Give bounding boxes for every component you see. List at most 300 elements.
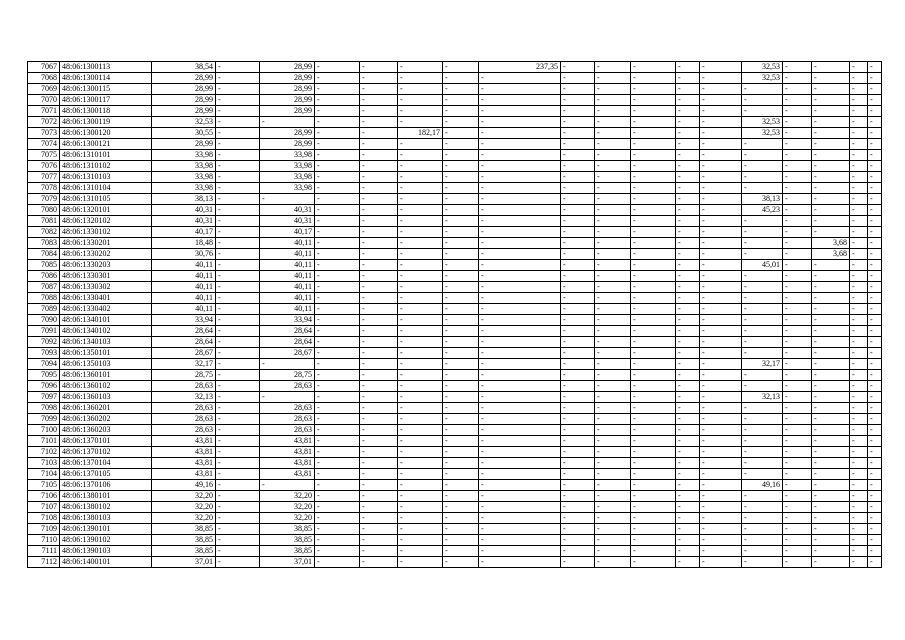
value-cell: - — [676, 469, 700, 480]
value-cell: - — [561, 128, 595, 139]
value-cell: - — [812, 194, 850, 205]
value-cell: - — [676, 95, 700, 106]
value-cell: - — [850, 436, 868, 447]
cadastral-number-cell: 48:06:1360202 — [60, 414, 152, 425]
value-cell: - — [216, 436, 260, 447]
value-cell: - — [700, 84, 742, 95]
value-cell: 30,76 — [152, 249, 216, 260]
value-cell: - — [315, 150, 360, 161]
value-cell: - — [868, 502, 882, 513]
table-row — [28, 249, 882, 260]
value-cell: - — [631, 238, 676, 249]
value-cell: - — [812, 293, 850, 304]
value-cell: - — [631, 480, 676, 491]
value-cell: - — [315, 216, 360, 227]
value-cell: - — [360, 128, 398, 139]
value-cell: - — [398, 557, 443, 568]
value-cell: - — [216, 271, 260, 282]
value-cell: - — [443, 425, 479, 436]
value-cell: - — [700, 370, 742, 381]
value-cell: - — [360, 293, 398, 304]
value-cell: - — [360, 95, 398, 106]
value-cell: - — [315, 425, 360, 436]
value-cell: - — [783, 172, 812, 183]
value-cell: - — [479, 337, 561, 348]
value-cell: - — [216, 161, 260, 172]
row-number-cell: 7077 — [28, 172, 60, 183]
value-cell: - — [595, 205, 631, 216]
row-number-cell: 7084 — [28, 249, 60, 260]
value-cell: - — [443, 414, 479, 425]
value-cell: - — [812, 414, 850, 425]
value-cell: - — [868, 337, 882, 348]
value-cell: 18,48 — [152, 238, 216, 249]
value-cell: - — [850, 117, 868, 128]
value-cell: - — [631, 359, 676, 370]
value-cell: - — [783, 150, 812, 161]
value-cell: 28,64 — [152, 326, 216, 337]
value-cell: - — [742, 326, 783, 337]
value-cell: - — [443, 491, 479, 502]
value-cell: - — [315, 117, 360, 128]
value-cell: - — [561, 436, 595, 447]
value-cell: - — [479, 403, 561, 414]
value-cell: - — [676, 183, 700, 194]
value-cell: 33,98 — [152, 183, 216, 194]
value-cell: - — [443, 62, 479, 73]
value-cell: 32,53 — [742, 73, 783, 84]
value-cell: - — [595, 436, 631, 447]
value-cell: - — [479, 359, 561, 370]
value-cell: - — [812, 392, 850, 403]
row-number-cell: 7095 — [28, 370, 60, 381]
value-cell: - — [631, 458, 676, 469]
value-cell: 43,81 — [260, 436, 315, 447]
value-cell: 40,31 — [260, 216, 315, 227]
value-cell: - — [360, 546, 398, 557]
value-cell: - — [850, 282, 868, 293]
value-cell: - — [561, 414, 595, 425]
value-cell: - — [479, 513, 561, 524]
value-cell: - — [812, 502, 850, 513]
value-cell: - — [561, 513, 595, 524]
value-cell: 40,11 — [152, 293, 216, 304]
row-number-cell: 7092 — [28, 337, 60, 348]
table-row — [28, 117, 882, 128]
value-cell: - — [676, 84, 700, 95]
value-cell: - — [868, 73, 882, 84]
value-cell: - — [700, 282, 742, 293]
value-cell: - — [479, 447, 561, 458]
value-cell: - — [360, 535, 398, 546]
value-cell: - — [315, 249, 360, 260]
value-cell: - — [479, 216, 561, 227]
value-cell: - — [700, 414, 742, 425]
value-cell: - — [315, 381, 360, 392]
value-cell: - — [676, 194, 700, 205]
value-cell: - — [216, 546, 260, 557]
row-number-cell: 7099 — [28, 414, 60, 425]
table-row — [28, 425, 882, 436]
value-cell: - — [676, 260, 700, 271]
value-cell: - — [742, 216, 783, 227]
value-cell: - — [631, 117, 676, 128]
value-cell: - — [812, 535, 850, 546]
value-cell: 33,98 — [152, 172, 216, 183]
value-cell: - — [742, 315, 783, 326]
row-number-cell: 7080 — [28, 205, 60, 216]
value-cell: - — [868, 205, 882, 216]
table-row — [28, 73, 882, 84]
value-cell: - — [812, 337, 850, 348]
value-cell: - — [868, 161, 882, 172]
value-cell: - — [595, 326, 631, 337]
value-cell: - — [479, 304, 561, 315]
value-cell: - — [631, 392, 676, 403]
value-cell: - — [868, 436, 882, 447]
value-cell: 40,17 — [260, 227, 315, 238]
row-number-cell: 7098 — [28, 403, 60, 414]
value-cell: - — [595, 557, 631, 568]
value-cell: 43,81 — [260, 469, 315, 480]
value-cell: - — [360, 425, 398, 436]
table-row — [28, 370, 882, 381]
value-cell: - — [868, 458, 882, 469]
value-cell: - — [850, 216, 868, 227]
value-cell: - — [216, 183, 260, 194]
row-number-cell: 7106 — [28, 491, 60, 502]
value-cell: 49,16 — [152, 480, 216, 491]
cadastral-number-cell: 48:06:1330401 — [60, 293, 152, 304]
value-cell: - — [812, 381, 850, 392]
cadastral-number-cell: 48:06:1370105 — [60, 469, 152, 480]
value-cell: - — [595, 249, 631, 260]
value-cell: - — [216, 282, 260, 293]
value-cell: 38,85 — [260, 535, 315, 546]
value-cell: - — [360, 161, 398, 172]
value-cell: - — [676, 227, 700, 238]
value-cell: - — [443, 216, 479, 227]
value-cell: - — [479, 84, 561, 95]
row-number-cell: 7101 — [28, 436, 60, 447]
value-cell: - — [868, 513, 882, 524]
value-cell: - — [631, 150, 676, 161]
value-cell: - — [360, 359, 398, 370]
value-cell: - — [742, 513, 783, 524]
value-cell: - — [479, 227, 561, 238]
value-cell: - — [443, 260, 479, 271]
value-cell: - — [479, 260, 561, 271]
value-cell: - — [812, 425, 850, 436]
value-cell: - — [561, 359, 595, 370]
table-row — [28, 535, 882, 546]
row-number-cell: 7067 — [28, 62, 60, 73]
value-cell: - — [216, 238, 260, 249]
value-cell: - — [398, 337, 443, 348]
value-cell: - — [360, 238, 398, 249]
value-cell: - — [700, 359, 742, 370]
value-cell: - — [700, 227, 742, 238]
value-cell: - — [398, 249, 443, 260]
table-row — [28, 403, 882, 414]
value-cell: - — [812, 557, 850, 568]
value-cell: - — [783, 403, 812, 414]
table-row — [28, 216, 882, 227]
value-cell: - — [315, 95, 360, 106]
value-cell: - — [315, 370, 360, 381]
value-cell: - — [676, 216, 700, 227]
value-cell: - — [742, 304, 783, 315]
table-row — [28, 62, 882, 73]
table-row — [28, 84, 882, 95]
value-cell: - — [700, 403, 742, 414]
value-cell: 45,01 — [742, 260, 783, 271]
value-cell: - — [561, 216, 595, 227]
value-cell: - — [360, 249, 398, 260]
value-cell: - — [868, 216, 882, 227]
value-cell: - — [742, 84, 783, 95]
value-cell: - — [595, 183, 631, 194]
value-cell: - — [561, 326, 595, 337]
value-cell: - — [315, 458, 360, 469]
value-cell: - — [479, 480, 561, 491]
value-cell: - — [479, 139, 561, 150]
value-cell: - — [216, 249, 260, 260]
cadastral-number-cell: 48:06:1310101 — [60, 150, 152, 161]
table-row — [28, 205, 882, 216]
value-cell: - — [700, 469, 742, 480]
value-cell: - — [315, 326, 360, 337]
value-cell: - — [216, 326, 260, 337]
value-cell: - — [216, 73, 260, 84]
cadastral-number-cell: 48:06:1300117 — [60, 95, 152, 106]
value-cell: 28,63 — [260, 414, 315, 425]
value-cell: - — [595, 106, 631, 117]
value-cell: - — [742, 370, 783, 381]
value-cell: - — [315, 513, 360, 524]
value-cell: - — [700, 326, 742, 337]
cadastral-number-cell: 48:06:1390103 — [60, 546, 152, 557]
value-cell: - — [742, 447, 783, 458]
value-cell: - — [850, 128, 868, 139]
value-cell: - — [479, 491, 561, 502]
value-cell: - — [260, 359, 315, 370]
value-cell: - — [676, 315, 700, 326]
value-cell: - — [443, 535, 479, 546]
value-cell: - — [868, 524, 882, 535]
cadastral-number-cell: 48:06:1330302 — [60, 282, 152, 293]
row-number-cell: 7075 — [28, 150, 60, 161]
value-cell: - — [315, 315, 360, 326]
row-number-cell: 7103 — [28, 458, 60, 469]
value-cell: - — [742, 249, 783, 260]
value-cell: 28,64 — [260, 326, 315, 337]
value-cell: - — [398, 458, 443, 469]
value-cell: - — [812, 513, 850, 524]
value-cell: - — [443, 513, 479, 524]
value-cell: - — [595, 546, 631, 557]
value-cell: - — [631, 403, 676, 414]
table-row — [28, 359, 882, 370]
value-cell: - — [443, 271, 479, 282]
value-cell: - — [443, 106, 479, 117]
row-number-cell: 7112 — [28, 557, 60, 568]
cadastral-number-cell: 48:06:1330203 — [60, 260, 152, 271]
value-cell: - — [216, 117, 260, 128]
value-cell: - — [868, 381, 882, 392]
value-cell: - — [812, 546, 850, 557]
value-cell: - — [360, 458, 398, 469]
value-cell: - — [631, 414, 676, 425]
value-cell: 28,64 — [152, 337, 216, 348]
value-cell: - — [868, 403, 882, 414]
value-cell: - — [443, 183, 479, 194]
value-cell: - — [868, 370, 882, 381]
value-cell: - — [216, 106, 260, 117]
table-row — [28, 414, 882, 425]
value-cell: - — [216, 216, 260, 227]
value-cell: - — [850, 304, 868, 315]
value-cell: - — [868, 546, 882, 557]
table-row — [28, 106, 882, 117]
value-cell: - — [850, 150, 868, 161]
value-cell: - — [676, 282, 700, 293]
value-cell: - — [812, 172, 850, 183]
table-row — [28, 304, 882, 315]
value-cell: - — [742, 271, 783, 282]
value-cell: - — [676, 370, 700, 381]
value-cell: - — [360, 403, 398, 414]
value-cell: - — [812, 370, 850, 381]
value-cell: 40,11 — [152, 282, 216, 293]
value-cell: - — [315, 447, 360, 458]
value-cell: 40,17 — [152, 227, 216, 238]
value-cell: - — [595, 414, 631, 425]
value-cell: - — [360, 557, 398, 568]
value-cell: - — [216, 524, 260, 535]
value-cell: - — [479, 249, 561, 260]
value-cell: - — [631, 205, 676, 216]
value-cell: - — [398, 194, 443, 205]
value-cell: - — [631, 62, 676, 73]
value-cell: - — [398, 139, 443, 150]
value-cell: - — [850, 414, 868, 425]
value-cell: - — [479, 150, 561, 161]
cadastral-number-cell: 48:06:1330402 — [60, 304, 152, 315]
value-cell: - — [783, 282, 812, 293]
value-cell: - — [216, 304, 260, 315]
value-cell: - — [398, 172, 443, 183]
value-cell: - — [812, 304, 850, 315]
value-cell: - — [479, 183, 561, 194]
value-cell: - — [595, 370, 631, 381]
value-cell: - — [315, 260, 360, 271]
value-cell: - — [850, 249, 868, 260]
value-cell: - — [631, 326, 676, 337]
value-cell: - — [783, 194, 812, 205]
value-cell: - — [850, 557, 868, 568]
value-cell: - — [742, 95, 783, 106]
value-cell: - — [479, 524, 561, 535]
value-cell: 28,99 — [260, 128, 315, 139]
value-cell: - — [595, 392, 631, 403]
cadastral-number-cell: 48:06:1370104 — [60, 458, 152, 469]
value-cell: - — [561, 524, 595, 535]
table-row — [28, 546, 882, 557]
value-cell: - — [561, 348, 595, 359]
table-row — [28, 480, 882, 491]
value-cell: - — [360, 491, 398, 502]
value-cell: - — [398, 436, 443, 447]
value-cell: - — [360, 216, 398, 227]
value-cell: - — [360, 469, 398, 480]
table-row — [28, 271, 882, 282]
value-cell: 33,98 — [260, 161, 315, 172]
cadastral-number-cell: 48:06:1380102 — [60, 502, 152, 513]
value-cell: - — [783, 183, 812, 194]
value-cell: - — [850, 458, 868, 469]
value-cell: - — [561, 381, 595, 392]
value-cell: 237,35 — [479, 62, 561, 73]
value-cell: - — [595, 293, 631, 304]
row-number-cell: 7109 — [28, 524, 60, 535]
value-cell: - — [850, 238, 868, 249]
value-cell: - — [631, 183, 676, 194]
value-cell: - — [700, 502, 742, 513]
value-cell: - — [850, 491, 868, 502]
value-cell: - — [700, 447, 742, 458]
value-cell: - — [700, 491, 742, 502]
table-row — [28, 238, 882, 249]
value-cell: - — [479, 128, 561, 139]
value-cell: - — [868, 557, 882, 568]
value-cell: 32,53 — [152, 117, 216, 128]
value-cell: - — [700, 161, 742, 172]
value-cell: - — [812, 227, 850, 238]
value-cell: - — [360, 172, 398, 183]
cadastral-number-cell: 48:06:1320101 — [60, 205, 152, 216]
value-cell: - — [398, 491, 443, 502]
value-cell: - — [398, 106, 443, 117]
value-cell: 32,20 — [152, 502, 216, 513]
value-cell: - — [216, 128, 260, 139]
value-cell: - — [812, 106, 850, 117]
value-cell: - — [360, 260, 398, 271]
value-cell: - — [443, 304, 479, 315]
value-cell: - — [812, 403, 850, 414]
value-cell: - — [631, 73, 676, 84]
value-cell: 28,99 — [152, 106, 216, 117]
table-row — [28, 172, 882, 183]
cadastral-number-cell: 48:06:1370106 — [60, 480, 152, 491]
value-cell: - — [561, 117, 595, 128]
value-cell: - — [216, 370, 260, 381]
value-cell: - — [398, 271, 443, 282]
value-cell: - — [700, 183, 742, 194]
value-cell: 37,01 — [152, 557, 216, 568]
value-cell: - — [742, 161, 783, 172]
value-cell: - — [631, 293, 676, 304]
value-cell: - — [360, 414, 398, 425]
value-cell: 37,01 — [260, 557, 315, 568]
value-cell: - — [783, 128, 812, 139]
value-cell: - — [700, 535, 742, 546]
value-cell: - — [398, 238, 443, 249]
value-cell: - — [676, 348, 700, 359]
value-cell: - — [700, 293, 742, 304]
value-cell: - — [812, 260, 850, 271]
value-cell: - — [561, 469, 595, 480]
